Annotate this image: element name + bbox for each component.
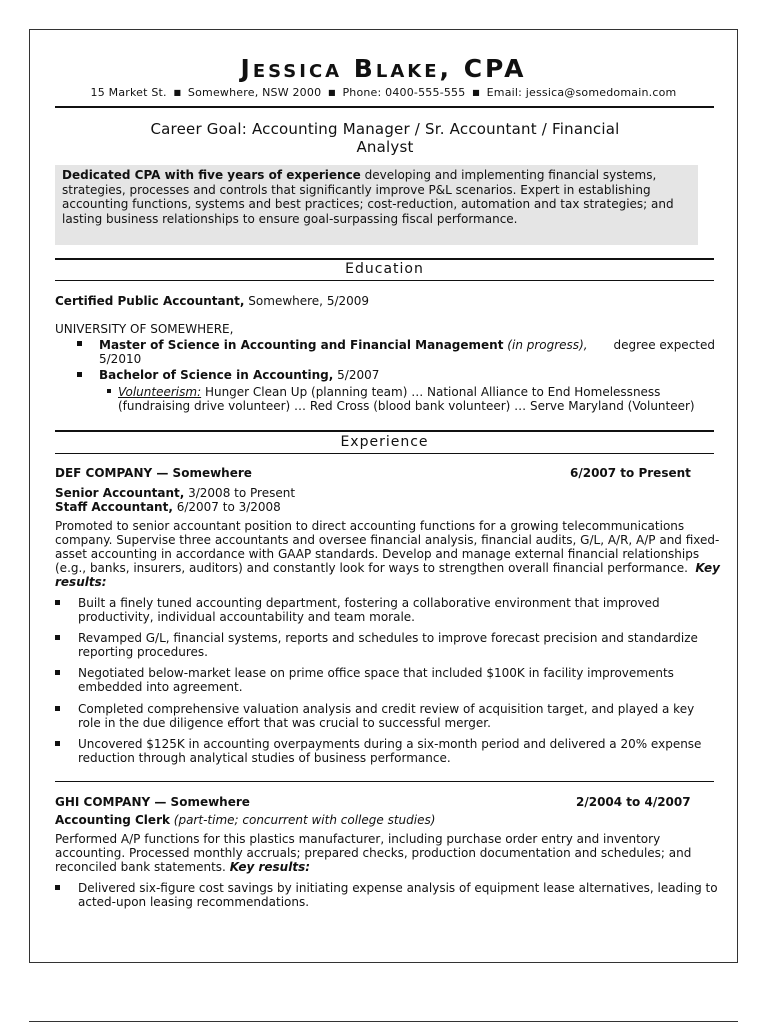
masters-degree — [99, 338, 715, 366]
result-item — [78, 596, 718, 624]
cpa-credential — [55, 294, 369, 308]
result-line: reduction through analytical studies of business performance. — [78, 750, 451, 765]
description-line: asset accounting in accordance with GAAP standards. Develop and manage external financial relationships — [55, 547, 700, 561]
summary-text: lasting business relationships to ensure goal-surpassing fiscal performance. — [62, 211, 518, 226]
description-line: Performed A/P functions for this plastics manufacturer, including purchase order entry and inventory — [55, 832, 661, 846]
result-item — [78, 881, 718, 909]
def-role-senior — [55, 486, 295, 500]
masters-title: Master of Science in Accounting and Financial Management — [99, 338, 504, 352]
experience-top-rule — [55, 430, 714, 432]
description-line: company. Supervise three accountants and oversee financial analysis, financial audits, G/L, A/R, A/P and fixed- — [55, 533, 720, 547]
experience-bottom-rule — [55, 453, 714, 454]
separator-icon: ■ — [327, 88, 336, 97]
description-line: (e.g., banks, insurers, auditors) and constantly look for ways to strengthen overall financial performance. — [55, 561, 688, 575]
role-dates: 3/2008 to Present — [184, 486, 296, 500]
education-top-rule — [55, 258, 714, 260]
role-title: Staff Accountant, — [55, 500, 173, 514]
summary-lead: Dedicated CPA with five years of experience — [62, 168, 361, 182]
education-bottom-rule — [55, 280, 714, 281]
description-line: accounting. Processed monthly accruals; prepared checks, production documentation and schedules; and — [55, 846, 692, 860]
separator-icon: ■ — [173, 88, 182, 97]
separator-icon: ■ — [472, 88, 480, 97]
bullet-icon — [55, 600, 60, 605]
key-results-label: Key — [695, 561, 720, 575]
bullet-icon — [55, 670, 60, 675]
ghi-company-dates: 2/2004 to 4/2007 — [576, 795, 691, 809]
address: 15 Market St. — [90, 86, 167, 99]
contact-line — [30, 86, 737, 99]
ghi-role — [55, 813, 435, 827]
career-goal-line: Career Goal: Accounting Manager / Sr. Accountant / Financial — [150, 120, 620, 138]
result-line: Completed comprehensive valuation analysis and credit review of acquisition target, and played a key — [78, 701, 695, 716]
bachelors-title: Bachelor of Science in Accounting, — [99, 368, 334, 382]
career-goal-line: Analyst — [356, 138, 414, 156]
candidate-name: Jessica Blake, CPA — [240, 54, 527, 83]
university-name: UNIVERSITY OF SOMEWHERE, — [55, 322, 234, 336]
result-line: productivity, individual accountability and team morale. — [78, 610, 415, 624]
result-item — [78, 702, 718, 730]
def-company-name: DEF COMPANY — Somewhere — [55, 466, 252, 480]
job-divider — [55, 781, 714, 782]
role-note: (part-time; concurrent with college studies) — [169, 813, 436, 827]
summary-text: strategies, processes and controls that significantly improve P&L scenarios. Expert in establishing — [62, 182, 651, 197]
education-heading: Education — [345, 261, 424, 277]
experience-heading: Experience — [340, 434, 429, 450]
description-line: Promoted to senior accountant position to direct accounting functions for a growing telecommunications — [55, 519, 685, 533]
bullet-icon — [55, 706, 60, 711]
role-title: Senior Accountant, — [55, 486, 185, 500]
bullet-icon — [55, 741, 60, 746]
result-item — [78, 666, 718, 694]
resume-page — [29, 29, 738, 963]
bullet-icon — [77, 341, 82, 346]
next-page-rule — [29, 1021, 738, 1022]
def-role-staff — [55, 500, 281, 514]
bullet-icon — [55, 635, 60, 640]
masters-date: 5/2010 — [99, 352, 142, 366]
result-item — [78, 737, 718, 765]
summary-box — [55, 165, 698, 245]
ghi-company-name: GHI COMPANY — Somewhere — [55, 795, 250, 809]
result-line: Built a finely tuned accounting department, fostering a collaborative environment that improved — [78, 596, 660, 610]
volunteerism — [118, 385, 718, 413]
role-dates: 6/2007 to 3/2008 — [172, 500, 281, 514]
bachelors-degree — [99, 368, 379, 382]
sub-bullet-icon — [107, 389, 111, 393]
result-line: acted-upon leasing recommendations. — [78, 895, 310, 909]
bullet-icon — [55, 885, 60, 890]
ghi-description — [55, 832, 720, 874]
result-line: Negotiated below-market lease on prime office space that included $100K in facility improvements — [78, 666, 674, 681]
volunteerism-text: (fundraising drive volunteer) … Red Cross (blood bank volunteer) … Serve Maryland (Volunteer) — [118, 399, 695, 413]
role-title: Accounting Clerk — [55, 813, 170, 827]
bullet-icon — [77, 372, 82, 377]
description-line: reconciled bank statements. — [55, 860, 226, 874]
masters-expected: degree expected — [613, 338, 715, 352]
city: Somewhere, NSW 2000 — [187, 86, 322, 99]
summary-text: accounting functions, systems and best practices; cost-reduction, automation and tax strategies; and — [62, 197, 674, 211]
result-line: embedded into agreement. — [78, 680, 243, 695]
result-line: reporting procedures. — [78, 645, 208, 660]
result-line: role in the due diligence effort that was crucial to successful merger. — [78, 715, 491, 730]
summary-text: developing and implementing financial systems, — [360, 168, 657, 182]
result-line: Delivered six-figure cost savings by initiating expense analysis of equipment lease alternatives, leading to — [78, 881, 718, 895]
career-goal — [70, 120, 700, 156]
key-results-label: results: — [55, 575, 107, 589]
def-company-dates: 6/2007 to Present — [570, 466, 691, 480]
phone: Phone: 0400-555-555 — [342, 86, 466, 99]
cpa-location-date: Somewhere, 5/2009 — [244, 294, 370, 308]
cpa-title: Certified Public Accountant, — [55, 294, 245, 308]
email: Email: jessica@somedomain.com — [486, 86, 677, 99]
header-divider — [55, 106, 714, 108]
bachelors-date: 5/2007 — [333, 368, 380, 382]
volunteerism-text: Hunger Clean Up (planning team) … National Alliance to End Homelessness — [201, 385, 661, 399]
result-line: Revamped G/L, financial systems, reports and schedules to improve forecast precision and standardize — [78, 631, 698, 646]
result-item — [78, 631, 718, 659]
volunteerism-label: Volunteerism: — [118, 385, 202, 399]
result-line: Uncovered $125K in accounting overpayments during a six-month period and delivered a 20% expense — [78, 736, 702, 751]
key-results-label: Key results: — [229, 860, 311, 874]
masters-status: (in progress), — [507, 338, 588, 352]
def-description — [55, 519, 720, 589]
